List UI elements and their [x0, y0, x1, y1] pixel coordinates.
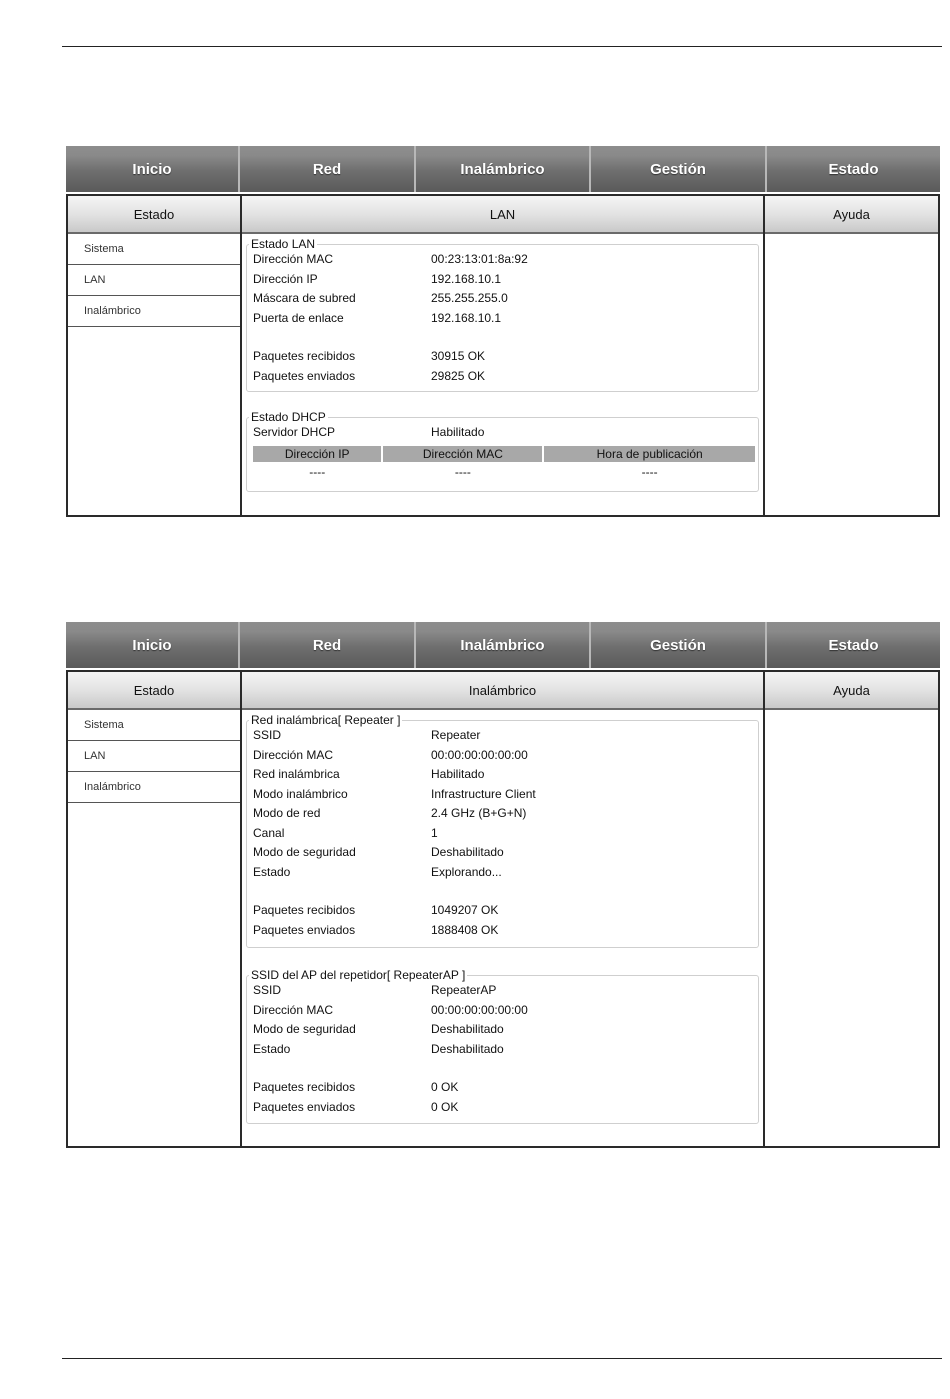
table-cell: ----: [641, 464, 658, 479]
row-value: Repeater: [431, 728, 481, 742]
wireless-mode-row: [247, 786, 758, 806]
row-label: Modo de seguridad: [253, 845, 356, 859]
dhcp-clients-table: [251, 444, 757, 482]
row-label: Modo inalámbrico: [253, 786, 348, 801]
state-row: [247, 1041, 758, 1061]
ip-address-row: [247, 271, 758, 291]
sidebar-item-inalambrico[interactable]: Inalámbrico: [68, 296, 240, 327]
row-value: Infrastructure Client: [431, 786, 536, 801]
row-label: SSID: [253, 728, 282, 742]
sidebar-title: Estado: [68, 672, 240, 710]
row-label: Dirección IP: [253, 271, 318, 286]
nav-gestion[interactable]: Gestión: [591, 146, 767, 192]
repeater-ap-group: [246, 968, 759, 1124]
dhcp-status-group: [246, 410, 759, 492]
row-value: 29825 OK: [431, 368, 486, 383]
mac-address-row: [247, 747, 758, 767]
row-label: Máscara de subred: [253, 291, 356, 305]
sidebar-menu: [68, 234, 240, 327]
page-title: LAN: [242, 196, 763, 234]
page-title: Inalámbrico: [242, 672, 763, 710]
row-label: Servidor DHCP: [253, 425, 336, 439]
router-status-panel-wireless: [66, 622, 940, 1148]
sidebar-title: Estado: [68, 196, 240, 234]
main-content: [242, 672, 765, 1146]
row-value: Deshabilitado: [431, 1041, 504, 1056]
row-label: Dirección MAC: [253, 1002, 334, 1017]
row-value: 192.168.10.1: [431, 271, 502, 286]
column-header: Dirección IP: [253, 446, 381, 462]
row-label: Modo de red: [253, 806, 321, 820]
lan-status-legend: Estado LAN: [251, 237, 316, 251]
sidebar: [68, 196, 242, 515]
page-bottom-rule: [62, 1358, 942, 1359]
row-value: 00:00:00:00:00:00: [431, 1002, 528, 1017]
packets-received-row: [247, 1079, 758, 1099]
row-value: 192.168.10.1: [431, 310, 502, 325]
row-label: Dirección MAC: [253, 747, 334, 762]
row-value: 1888408 OK: [431, 922, 499, 937]
table-cell: ----: [454, 464, 471, 479]
row-label: SSID: [253, 983, 282, 997]
row-value: 1: [431, 825, 438, 840]
row-value: 0 OK: [431, 1080, 459, 1094]
security-mode-row: [247, 1021, 758, 1041]
row-label: Dirección MAC: [253, 252, 334, 266]
row-label: Estado: [253, 1041, 291, 1056]
lan-status-group: [246, 237, 759, 392]
channel-row: [247, 825, 758, 845]
state-row: [247, 864, 758, 884]
row-label: Canal: [253, 825, 285, 840]
sidebar-item-sistema[interactable]: Sistema: [68, 234, 240, 265]
spacer: [247, 1060, 758, 1079]
row-value: 30915 OK: [431, 349, 486, 363]
spacer: [247, 883, 758, 902]
row-value: Deshabilitado: [431, 1022, 504, 1036]
top-navigation: [66, 146, 940, 192]
help-column: [765, 196, 938, 515]
row-label: Paquetes enviados: [253, 368, 356, 383]
top-navigation: [66, 622, 940, 668]
content-area: [66, 670, 940, 1148]
subnet-mask-row: [247, 290, 758, 310]
row-value: 255.255.255.0: [431, 291, 508, 305]
nav-inalambrico[interactable]: Inalámbrico: [416, 146, 591, 192]
router-status-panel-lan: [66, 146, 940, 517]
sidebar-item-lan[interactable]: LAN: [68, 741, 240, 772]
column-header: Dirección MAC: [383, 446, 542, 462]
nav-inicio[interactable]: Inicio: [66, 622, 240, 668]
row-value: Habilitado: [431, 767, 485, 781]
row-label: Puerta de enlace: [253, 310, 344, 325]
mac-address-row: [247, 1002, 758, 1022]
packets-received-row: [247, 902, 758, 922]
security-mode-row: [247, 844, 758, 864]
row-value: 00:00:00:00:00:00: [431, 747, 528, 762]
page-top-rule: [62, 46, 942, 47]
wireless-enabled-row: [247, 766, 758, 786]
help-title: Ayuda: [765, 672, 938, 710]
wireless-network-group: [246, 713, 759, 948]
nav-estado[interactable]: Estado: [828, 160, 879, 178]
nav-red[interactable]: Red: [240, 146, 416, 192]
row-label: Paquetes enviados: [253, 1099, 356, 1114]
nav-red[interactable]: Red: [240, 622, 416, 668]
column-header: Hora de publicación: [544, 446, 755, 462]
gateway-row: [247, 310, 758, 330]
sidebar-item-sistema[interactable]: Sistema: [68, 710, 240, 741]
row-label: Paquetes enviados: [253, 922, 356, 937]
sidebar-item-inalambrico[interactable]: Inalámbrico: [68, 772, 240, 803]
spacer: [247, 329, 758, 348]
row-value: RepeaterAP: [431, 983, 497, 997]
row-value: Habilitado: [431, 425, 485, 439]
nav-inicio[interactable]: Inicio: [66, 146, 240, 192]
mac-address-row: [247, 251, 758, 271]
help-column: [765, 672, 938, 1146]
row-value: Deshabilitado: [431, 845, 504, 859]
content-area: [66, 194, 940, 517]
row-label: Paquetes recibidos: [253, 349, 356, 363]
row-label: Red inalámbrica: [253, 767, 340, 781]
sidebar-menu: [68, 710, 240, 803]
packets-sent-row: [247, 1099, 758, 1119]
dhcp-server-row: [247, 424, 758, 444]
dhcp-status-legend: Estado DHCP: [251, 410, 326, 424]
packets-sent-row: [247, 922, 758, 942]
table-row: [253, 464, 755, 480]
row-value: 00:23:13:01:8a:92: [431, 252, 528, 266]
packets-received-row: [247, 348, 758, 368]
row-label: Modo de seguridad: [253, 1022, 356, 1036]
ssid-row: [247, 727, 758, 747]
nav-gestion[interactable]: Gestión: [591, 622, 767, 668]
ssid-row: [247, 982, 758, 1002]
nav-estado[interactable]: Estado: [828, 636, 879, 654]
row-label: Estado: [253, 864, 291, 879]
sidebar-item-lan[interactable]: LAN: [68, 265, 240, 296]
row-value: 0 OK: [431, 1099, 459, 1114]
row-value: 2.4 GHz (B+G+N): [431, 806, 527, 820]
repeater-ap-legend: SSID del AP del repetidor[ RepeaterAP ]: [251, 968, 466, 982]
network-mode-row: [247, 805, 758, 825]
table-cell: ----: [309, 464, 326, 479]
wireless-network-legend: Red inalámbrica[ Repeater ]: [251, 713, 401, 727]
nav-inalambrico[interactable]: Inalámbrico: [416, 622, 591, 668]
row-label: Paquetes recibidos: [253, 1080, 356, 1094]
row-value: 1049207 OK: [431, 903, 499, 917]
packets-sent-row: [247, 368, 758, 388]
sidebar: [68, 672, 242, 1146]
help-title: Ayuda: [765, 196, 938, 234]
main-content: [242, 196, 765, 515]
row-label: Paquetes recibidos: [253, 903, 356, 917]
row-value: Explorando...: [431, 864, 502, 879]
